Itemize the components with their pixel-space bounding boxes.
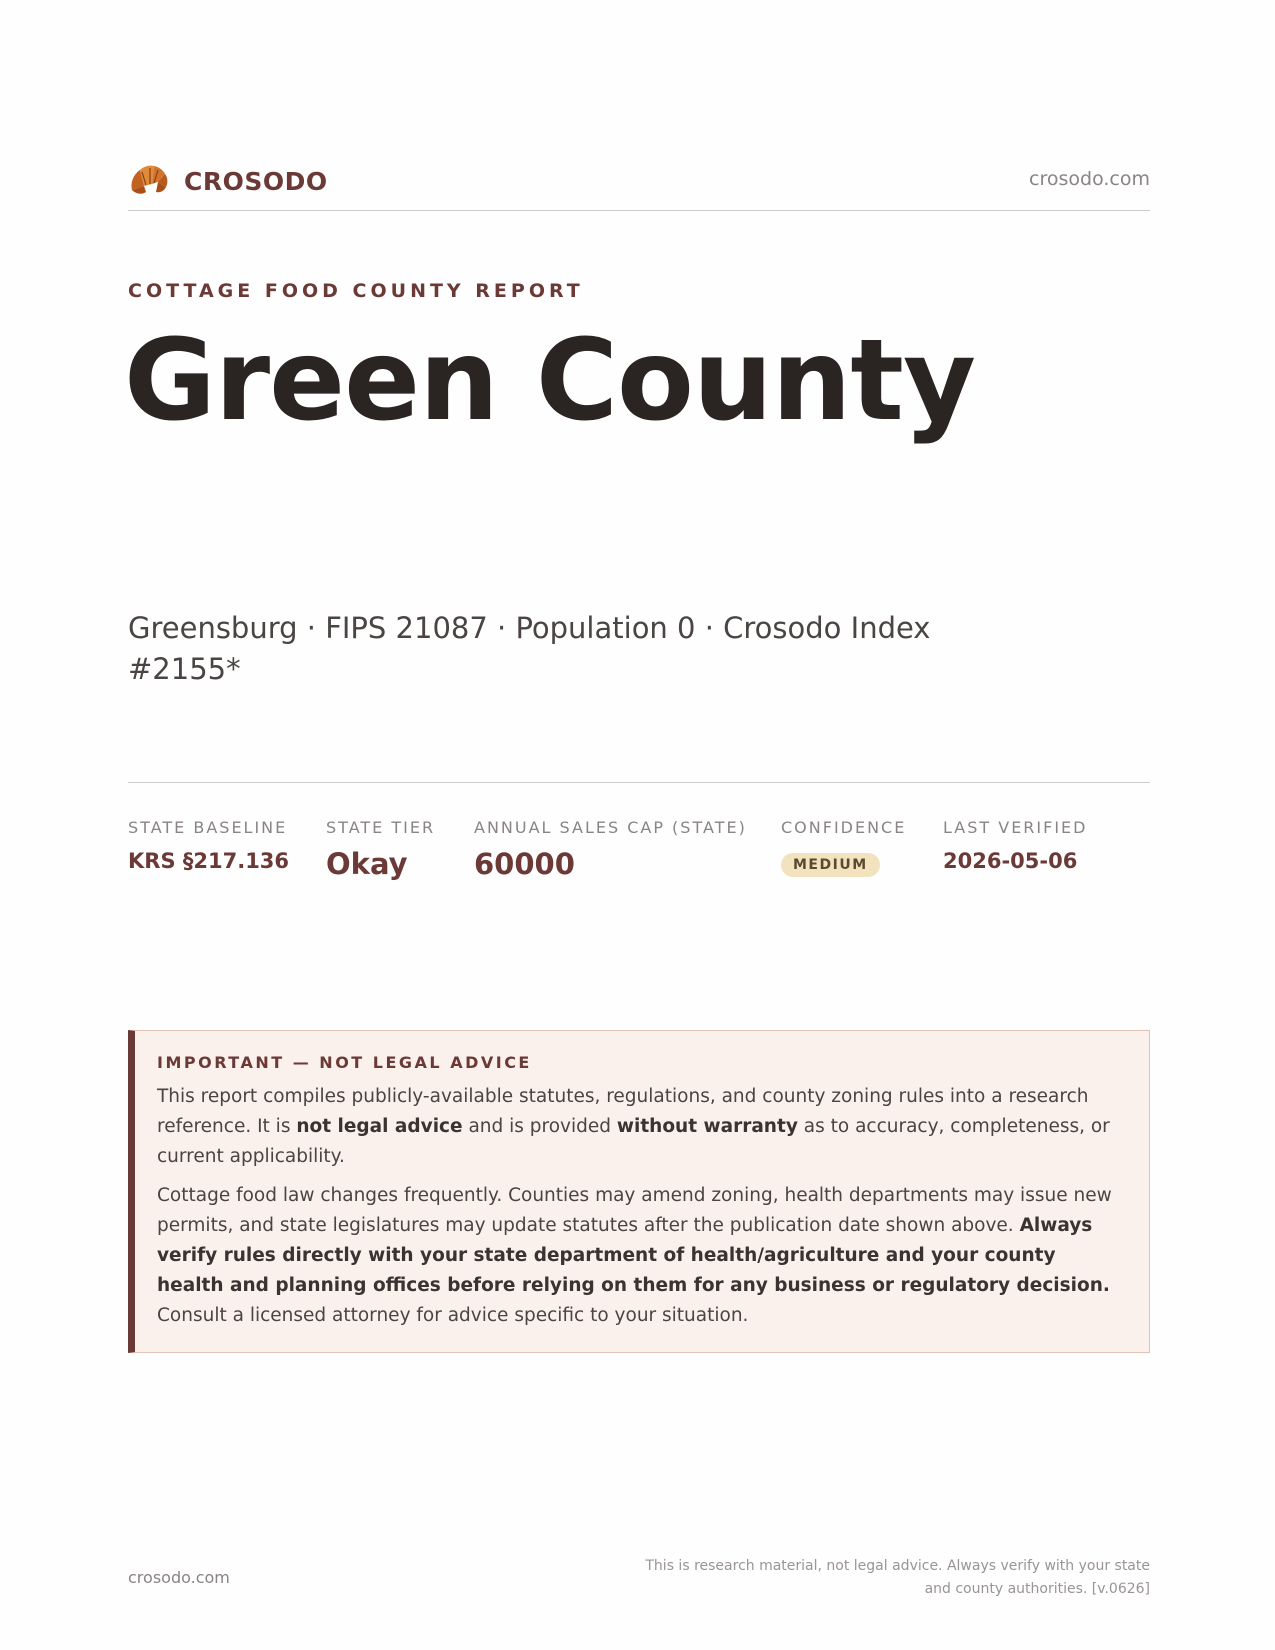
stat-label: STATE BASELINE — [128, 818, 288, 837]
report-page — [124, 0, 1150, 1650]
footer-url[interactable]: crosodo.com — [128, 1568, 230, 1587]
notice-title: IMPORTANT — NOT LEGAL ADVICE — [157, 1053, 532, 1072]
stats-row — [128, 818, 1150, 898]
stat-state-tier — [326, 818, 435, 881]
croissant-icon — [128, 160, 170, 202]
footer-disclaimer: This is research material, not legal advice. Always verify with your state and county authorities. [v.0626] — [645, 1558, 1150, 1597]
stat-label: ANNUAL SALES CAP (STATE) — [474, 818, 747, 837]
stat-label: LAST VERIFIED — [943, 818, 1088, 837]
page-header — [128, 160, 1150, 210]
notice-paragraph — [157, 1082, 1123, 1172]
header-divider — [128, 210, 1150, 211]
notice-text: Cottage food law changes frequently. Counties may amend zoning, health departments may issue new permits, and state legislatures may update statutes after the publication date shown above. — [157, 1185, 1112, 1236]
notice-text: Consult a licensed attorney for advice specific to your situation. — [157, 1305, 749, 1326]
brand-name: CROSODO — [184, 166, 328, 196]
notice-emphasis: Always verify rules directly with your state department of health/agriculture and your county health and planning offices before relying on them for any business or regulatory decision. — [157, 1215, 1110, 1296]
legal-notice — [128, 1030, 1150, 1353]
notice-emphasis: not legal advice — [296, 1116, 463, 1137]
stat-last-verified — [943, 818, 1087, 873]
stat-value: Okay — [326, 847, 408, 881]
stat-state-baseline — [128, 818, 289, 873]
notice-paragraph — [157, 1181, 1123, 1331]
report-eyebrow: COTTAGE FOOD COUNTY REPORT — [128, 280, 584, 302]
site-url[interactable]: crosodo.com — [1029, 168, 1150, 190]
stat-label: CONFIDENCE — [781, 818, 907, 837]
notice-text: This report compiles publicly-available statutes, regulations, and county zoning rules into a research reference. It is — [157, 1086, 1089, 1137]
stat-value: KRS §217.136 — [128, 849, 290, 873]
county-subtitle: Greensburg · FIPS 21087 · Population 0 · Crosodo Index #2155* — [128, 611, 931, 686]
stat-sales-cap — [474, 818, 747, 881]
notice-emphasis: without warranty — [616, 1116, 798, 1137]
section-divider — [128, 782, 1150, 783]
stat-value: 60000 — [474, 847, 575, 881]
stat-label: STATE TIER — [326, 818, 436, 837]
confidence-badge: MEDIUM — [781, 853, 880, 877]
stat-value: 2026-05-06 — [943, 849, 1078, 873]
notice-text: as to accuracy, completeness, or current applicability. — [157, 1116, 1110, 1167]
notice-text: and is provided — [462, 1116, 617, 1137]
stat-confidence — [781, 818, 906, 877]
page-title: Green County — [124, 316, 975, 446]
brand[interactable] — [128, 160, 328, 202]
